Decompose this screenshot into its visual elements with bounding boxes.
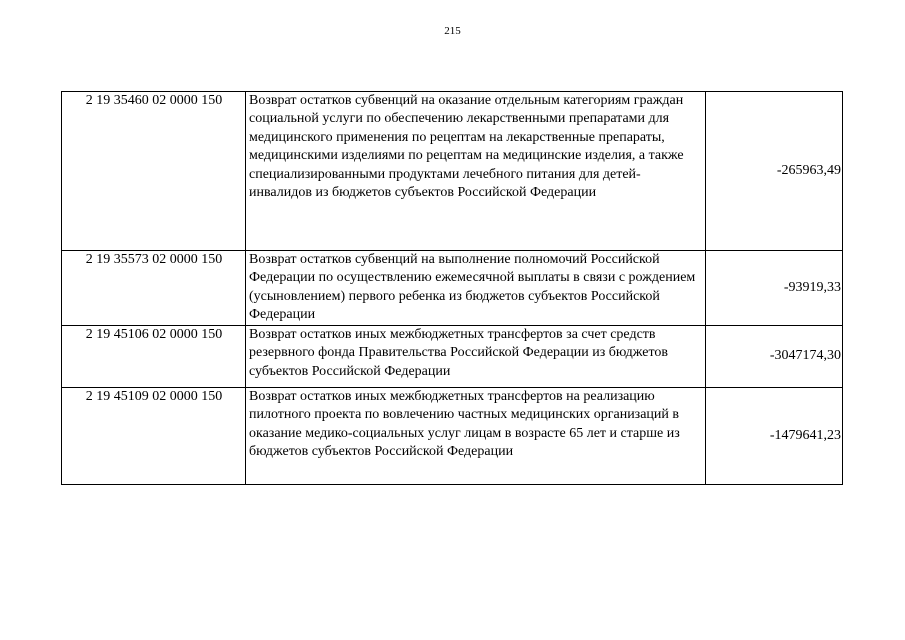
table-row [62,92,843,251]
page-number: 215 [444,25,461,37]
budget-table [61,91,843,485]
budget-code: 2 19 45109 02 0000 150 [62,388,246,485]
item-description: Возврат остатков иных межбюджетных трансфертов за счет средств резервного фонда Правительства Российской Федерации из бюджетов субъектов Российской Федерации [246,326,706,388]
amount-value: -1479641,23 [706,388,843,485]
amount-value: -93919,33 [706,251,843,326]
budget-code: 2 19 45106 02 0000 150 [62,326,246,388]
item-description: Возврат остатков иных межбюджетных трансфертов на реализацию пилотного проекта по вовлечению частных медицинских организаций в оказание медико-социальных услуг лицам в возрасте 65 лет и старше из бюджетов субъектов Российской Федерации [246,388,706,485]
table-row [62,326,843,388]
budget-code: 2 19 35573 02 0000 150 [62,251,246,326]
item-description: Возврат остатков субвенций на выполнение полномочий Российской Федерации по осуществлению ежемесячной выплаты в связи с рождением (усыновлением) первого ребенка из бюджетов субъектов Российской Федерации [246,251,706,326]
amount-value: -265963,49 [706,92,843,251]
table-row [62,251,843,326]
amount-value: -3047174,30 [706,326,843,388]
item-description: Возврат остатков субвенций на оказание отдельным категориям граждан социальной услуги по обеспечению лекарственными препаратами для медицинского применения по рецептам на лекарственные препараты, медицинскими изделиями по рецептам на медицинские изделия, а также специализированными продуктами лечебного питания для детей-инвалидов из бюджетов субъектов Российской Федерации [246,92,706,251]
budget-code: 2 19 35460 02 0000 150 [62,92,246,251]
table-row [62,388,843,485]
